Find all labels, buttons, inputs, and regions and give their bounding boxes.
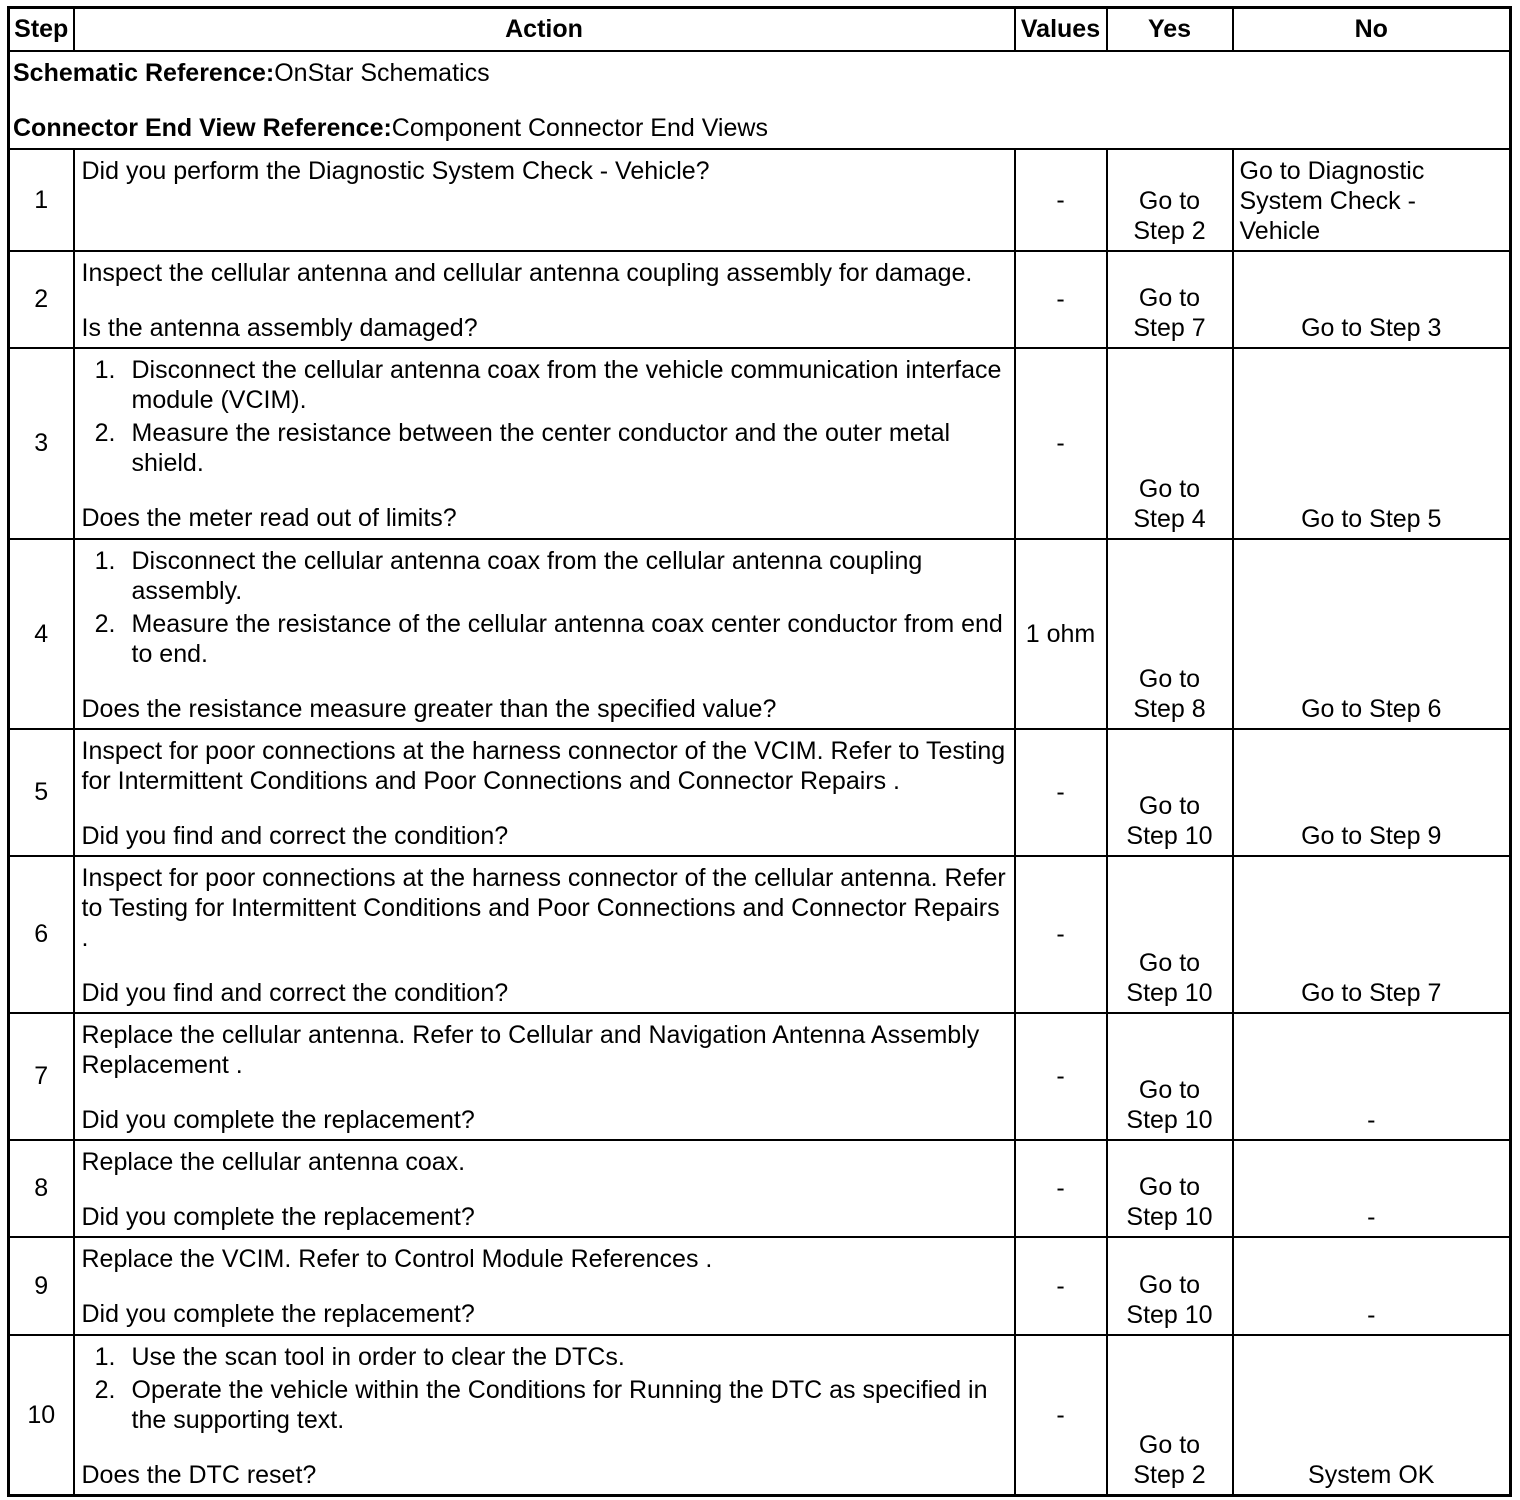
schematic-reference-label: Schematic Reference: [13, 58, 275, 87]
action-question: Did you find and correct the condition? [81, 821, 509, 850]
no-result: Go to Step 5 [1233, 348, 1511, 539]
reference-cell [9, 51, 1511, 149]
step-number: 9 [9, 1237, 74, 1335]
yes-result: Go to Step 2 [1133, 186, 1206, 245]
no-result: System OK [1233, 1335, 1511, 1496]
yes-result: Go to Step 7 [1133, 283, 1206, 342]
no-result: Go to Step 7 [1233, 856, 1511, 1013]
yes-cell [1107, 1013, 1233, 1140]
step-row [9, 729, 1511, 856]
yes-result: Go to Step 10 [1126, 1270, 1213, 1329]
values-cell: 1 ohm [1015, 539, 1107, 729]
action-text: Inspect for poor connections at the harness connector of the cellular antenna. Refer to Testing for Intermittent Conditions and Poor Connections and Connector Repairs . [81, 863, 1006, 952]
action-step-item [82, 1342, 1013, 1372]
no-result: Go to Step 6 [1233, 539, 1511, 729]
yes-result: Go to Step 2 [1133, 1431, 1206, 1489]
action-text: Replace the cellular antenna. Refer to Cellular and Navigation Antenna Assembly Replacement . [81, 1020, 980, 1079]
yes-result: Go to Step 10 [1126, 948, 1213, 1007]
header-action: Action [74, 8, 1015, 51]
action-cell [74, 348, 1015, 539]
step-row [9, 149, 1511, 251]
action-text: Did you perform the Diagnostic System Check - Vehicle? [81, 156, 710, 185]
reference-row [9, 51, 1511, 149]
yes-cell [1107, 729, 1233, 856]
action-step-number: 1. [94, 546, 116, 575]
action-step-text: Disconnect the cellular antenna coax from the cellular antenna coupling assembly. [131, 546, 923, 605]
no-result: Go to Diagnostic System Check - Vehicle [1239, 156, 1425, 245]
action-step-item [82, 546, 1013, 606]
step-number: 4 [9, 539, 74, 729]
action-text: Inspect for poor connections at the harness connector of the VCIM. Refer to Testing for Intermittent Conditions and Poor Connections and Connector Repairs . [81, 736, 1006, 795]
action-step-item [82, 418, 1013, 478]
action-question: Did you complete the replacement? [81, 1202, 475, 1231]
header-yes: Yes [1107, 8, 1233, 51]
action-step-text: Operate the vehicle within the Conditions for Running the DTC as specified in the supporting text. [131, 1375, 988, 1434]
step-number: 6 [9, 856, 74, 1013]
action-question: Does the resistance measure greater than the specified value? [81, 694, 777, 723]
no-result: - [1233, 1237, 1511, 1335]
values-cell: - [1015, 251, 1107, 348]
action-cell [74, 149, 1015, 251]
yes-cell [1107, 1140, 1233, 1237]
step-row [9, 251, 1511, 348]
yes-result: Go to Step 4 [1133, 474, 1206, 533]
yes-result: Go to Step 10 [1126, 791, 1213, 850]
header-no: No [1233, 8, 1511, 51]
action-cell [74, 1237, 1015, 1335]
action-step-number: 2. [94, 418, 116, 447]
step-row [9, 856, 1511, 1013]
action-steps-list [82, 355, 1013, 478]
action-cell [74, 1140, 1015, 1237]
action-cell [74, 539, 1015, 729]
step-number: 3 [9, 348, 74, 539]
connector-reference-value: Component Connector End Views [391, 113, 768, 142]
action-steps-list [82, 1342, 1013, 1435]
step-row [9, 539, 1511, 729]
action-step-item [82, 609, 1013, 669]
values-cell: - [1015, 1140, 1107, 1237]
action-step-text: Use the scan tool in order to clear the DTCs. [131, 1342, 625, 1371]
action-question: Did you complete the replacement? [81, 1299, 475, 1328]
no-result: Go to Step 9 [1233, 729, 1511, 856]
action-step-text: Measure the resistance of the cellular antenna coax center conductor from end to end. [131, 609, 1003, 668]
yes-cell [1107, 1335, 1233, 1496]
header-step: Step [9, 8, 74, 51]
yes-cell [1107, 1237, 1233, 1335]
action-step-text: Disconnect the cellular antenna coax from the vehicle communication interface module (VCIM). [131, 355, 1002, 414]
step-row [9, 1335, 1511, 1496]
action-cell [74, 251, 1015, 348]
values-cell: - [1015, 149, 1107, 251]
values-cell: - [1015, 729, 1107, 856]
connector-reference [13, 113, 1506, 143]
action-text: Replace the VCIM. Refer to Control Module References . [81, 1244, 713, 1273]
action-cell [74, 856, 1015, 1013]
step-row [9, 1013, 1511, 1140]
step-number: 5 [9, 729, 74, 856]
yes-cell [1107, 251, 1233, 348]
action-step-number: 2. [94, 609, 116, 638]
yes-cell [1107, 856, 1233, 1013]
step-number: 10 [9, 1335, 74, 1496]
step-number: 7 [9, 1013, 74, 1140]
action-step-item [82, 1375, 1013, 1435]
action-cell [74, 729, 1015, 856]
action-step-number: 1. [94, 355, 116, 384]
connector-reference-label: Connector End View Reference: [13, 113, 392, 142]
yes-cell [1107, 149, 1233, 251]
no-cell [1233, 149, 1511, 251]
yes-result: Go to Step 10 [1126, 1075, 1213, 1134]
no-result: Go to Step 3 [1233, 251, 1511, 348]
step-number: 2 [9, 251, 74, 348]
header-values: Values [1015, 8, 1107, 51]
step-number: 1 [9, 149, 74, 251]
action-cell [74, 1013, 1015, 1140]
diagnostic-table [7, 6, 1512, 1497]
step-row [9, 1237, 1511, 1335]
action-question: Does the meter read out of limits? [81, 503, 457, 532]
values-cell: - [1015, 1237, 1107, 1335]
action-question: Does the DTC reset? [81, 1460, 317, 1489]
values-cell: - [1015, 1013, 1107, 1140]
values-cell: - [1015, 348, 1107, 539]
schematic-reference [13, 58, 1506, 88]
action-step-text: Measure the resistance between the center conductor and the outer metal shield. [131, 418, 951, 477]
no-result: - [1233, 1013, 1511, 1140]
header-row [9, 8, 1511, 51]
values-cell: - [1015, 856, 1107, 1013]
step-number: 8 [9, 1140, 74, 1237]
action-question: Did you complete the replacement? [81, 1105, 475, 1134]
yes-result: Go to Step 10 [1126, 1172, 1213, 1231]
schematic-reference-value: OnStar Schematics [274, 58, 490, 87]
step-row [9, 348, 1511, 539]
yes-result: Go to Step 8 [1133, 664, 1206, 723]
action-question: Did you find and correct the condition? [81, 978, 509, 1007]
action-step-number: 1. [94, 1342, 116, 1371]
no-result: - [1233, 1140, 1511, 1237]
action-question: Is the antenna assembly damaged? [81, 313, 478, 342]
action-cell [74, 1335, 1015, 1496]
yes-cell [1107, 539, 1233, 729]
action-steps-list [82, 546, 1013, 669]
yes-cell [1107, 348, 1233, 539]
action-text: Replace the cellular antenna coax. [81, 1147, 466, 1176]
step-row [9, 1140, 1511, 1237]
values-cell: - [1015, 1335, 1107, 1496]
action-step-number: 2. [94, 1375, 116, 1404]
action-step-item [82, 355, 1013, 415]
action-text: Inspect the cellular antenna and cellular antenna coupling assembly for damage. [81, 258, 973, 287]
